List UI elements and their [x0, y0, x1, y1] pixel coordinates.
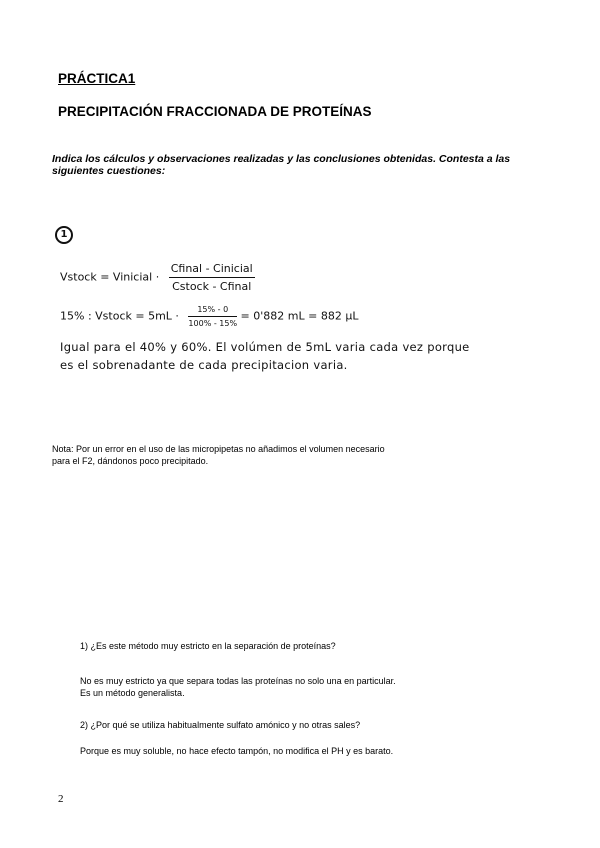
note-text: Nota: Por un error en el uso de las micropipetas no añadimos el volumen necesario para el F2, dándonos poco precipitado. — [52, 444, 385, 466]
handwritten-line-1: Igual para el 40% y 60%. El volúmen de 5mL varia cada vez porque — [60, 340, 470, 354]
calc-left: 15% : Vstock = 5mL · — [60, 309, 179, 323]
answer-1: No es muy estricto ya que separa todas las proteínas no solo una en particular. Es un método generalista. — [80, 676, 396, 698]
handwritten-line-2: es el sobrenadante de cada precipitacion varia. — [60, 358, 348, 372]
page-number: 2 — [58, 793, 64, 805]
instructions-text: Indica los cálculos y observaciones realizadas y las conclusiones obtenidas. Contesta a las siguientes cuestiones: — [52, 153, 511, 177]
calc-numerator: 15% - 0 — [188, 305, 237, 317]
calc-right: = 0'882 mL = 882 μL — [240, 309, 359, 323]
question-1: 1) ¿Es este método muy estricto en la separación de proteínas? — [80, 641, 336, 651]
calc-fraction — [188, 305, 237, 328]
calc-denominator: 100% - 15% — [188, 319, 238, 328]
answer-2: Porque es muy soluble, no hace efecto tampón, no modifica el PH y es barato. — [80, 746, 394, 756]
main-title: PRECIPITACIÓN FRACCIONADA DE PROTEÍNAS — [58, 104, 372, 119]
practice-title: PRÁCTICA1 — [58, 71, 136, 86]
formula-numerator: Cfinal - Cinicial — [169, 262, 255, 278]
handwritten-calculation — [60, 305, 358, 328]
formula-left: Vstock = Vinicial · — [60, 270, 160, 284]
handwritten-formula — [60, 262, 255, 293]
question-2: 2) ¿Por qué se utiliza habitualmente sulfato amónico y no otras sales? — [80, 720, 361, 730]
formula-denominator: Cstock - Cfinal — [172, 280, 252, 293]
handwritten-item-number: 1 — [55, 226, 73, 244]
formula-fraction — [169, 262, 255, 293]
